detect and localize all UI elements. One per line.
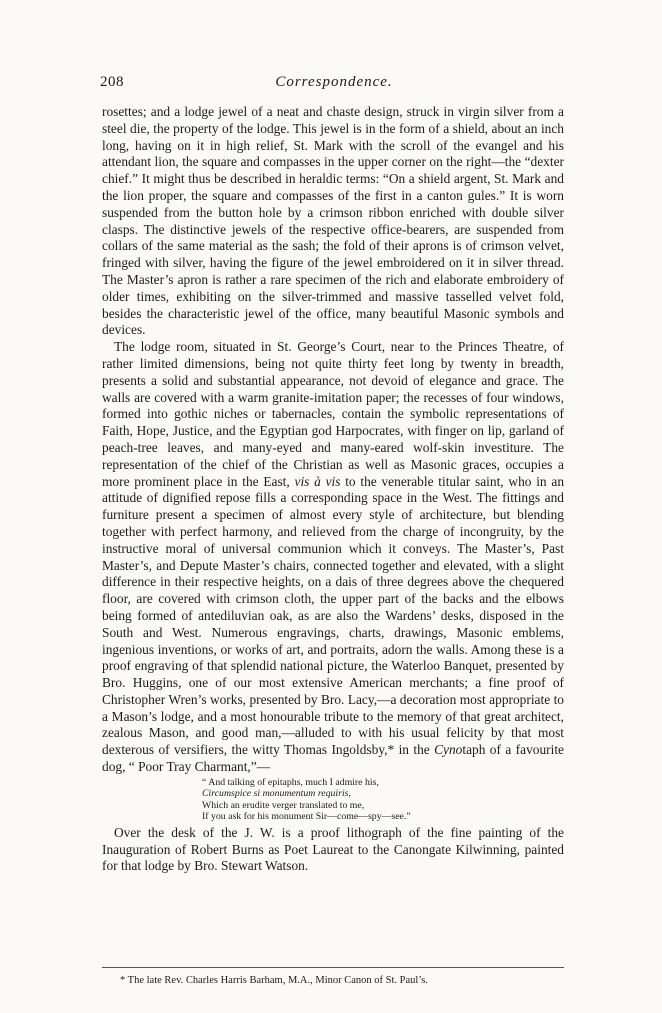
page-number: 208 — [100, 74, 124, 90]
footnote: * The late Rev. Charles Harris Barham, M.A., Minor Canon of St. Paul’s. — [120, 975, 428, 986]
paragraph-lithograph: Over the desk of the J. W. is a proof lithograph of the fine painting of the Inauguration of Robert Burns as Poet Laureat to the Canongate Kilwinning, painted for that lodge by Bro. Stewart Watson. — [102, 824, 564, 874]
verse-quotation — [202, 777, 564, 823]
verse-line-3: Which an erudite verger translated to me, — [202, 799, 365, 811]
verse-line-1: “ And talking of epitaphs, much I admire his, — [202, 776, 379, 788]
lodge-room-text-b: to the venerable titular saint, who in an attitude of dignified repose fills a corresponding space in the West. The fittings and furniture present a specimen of almost every style of architecture, but blending together with perfect harmony, and relieved from the charge of incongruity, by the instructive moral of universal communion which it conveys. The Master’s, Past Master’s, and Depute Master’s chairs, connected together and elevated, with a slight difference in their respective heights, on a dais of three degrees above the chequered floor, are covered with crimson cloth, the upper part of the backs and the elbows being formed of antediluvian oak, as are also the Wardens’ desks, disposed in the South and West. Numerous engravings, charts, drawings, Masonic emblems, ingenious inventions, or works of art, and portraits, adorn the walls. Among these is a proof engraving of that splendid national picture, the Waterloo Banquet, presented by Bro. Huggins, one of our most extensive American merchants; a fine proof of Christopher Wren’s works, presented by Bro. Lacy,—a decoration most appropriate to a Mason’s lodge, and a most honourable tribute to the memory of that great architect, zealous Mason, and good man,—alluded to with his usual felicity by that most dexterous of versifiers, the witty Thomas Ingoldsby,* in the — [102, 473, 565, 758]
vis-a-vis-italic: vis à vis — [294, 473, 341, 489]
paragraph-rosettes: rosettes; and a lodge jewel of a neat and chaste design, struck in virgin silver from a steel die, the property of the lodge. This jewel is in the form of a shield, about an inch long, having on it in high relief, St. Mark with the scroll of the evangel and his attendant lion, the square and compasses in the upper corner on the right—the “dexter chief.” It might thus be described in heraldic terms: “On a shield argent, St. Mark and the lion proper, the square and compasses of the first in a canton gules.” It is worn suspended from the button hole by a crimson ribbon enriched with double silver clasps. The distinctive jewels of the respective office-bearers, are suspended from collars of the same material as the sash; the fold of their aprons is of crimson velvet, fringed with silver, having the figure of the jewel embroidered on it in silver thread. The Master’s apron is rather a rare specimen of the rich and elaborate embroidery of older times, exhibiting on the silver-trimmed and massive tasselled velvet fold, besides the characteristic jewel of the office, many beautiful Masonic symbols and devices. — [102, 104, 564, 338]
body-text — [102, 104, 564, 875]
footnote-divider — [102, 967, 564, 968]
verse-line-2: Circumspice si monumentum requiris, — [202, 788, 351, 800]
running-title: Correspondence. — [275, 74, 393, 90]
page-header — [100, 74, 568, 94]
paragraph-lodge-room — [102, 339, 564, 776]
lodge-room-text-a: The lodge room, situated in St. George’s Court, near to the Princes Theatre, of rather limited dimensions, being not quite thirty feet long by twenty in breadth, presents a solid and substantial appearance, not devoid of elegance and grace. The walls are covered with a warm granite-imitation paper; the recesses of four windows, formed into gothic niches or tabernacles, contain the symbolic representations of Faith, Hope, Justice, and the Egyptian god Harpocrates, with finger on lip, garland of peach-tree leaves, and many-eyed and many-eared wolf-skin investiture. The representation of the chief of the Christian as well as Masonic graces, occupies a more prominent place in the East, — [102, 339, 564, 489]
lodge-room-text-c: taph of a favourite dog, “ Poor Tray Charmant,”— — [102, 742, 564, 775]
cynotaph-italic: Cyno — [434, 742, 463, 758]
verse-line-4: If you ask for his monument Sir—come—spy—see.” — [202, 811, 411, 823]
